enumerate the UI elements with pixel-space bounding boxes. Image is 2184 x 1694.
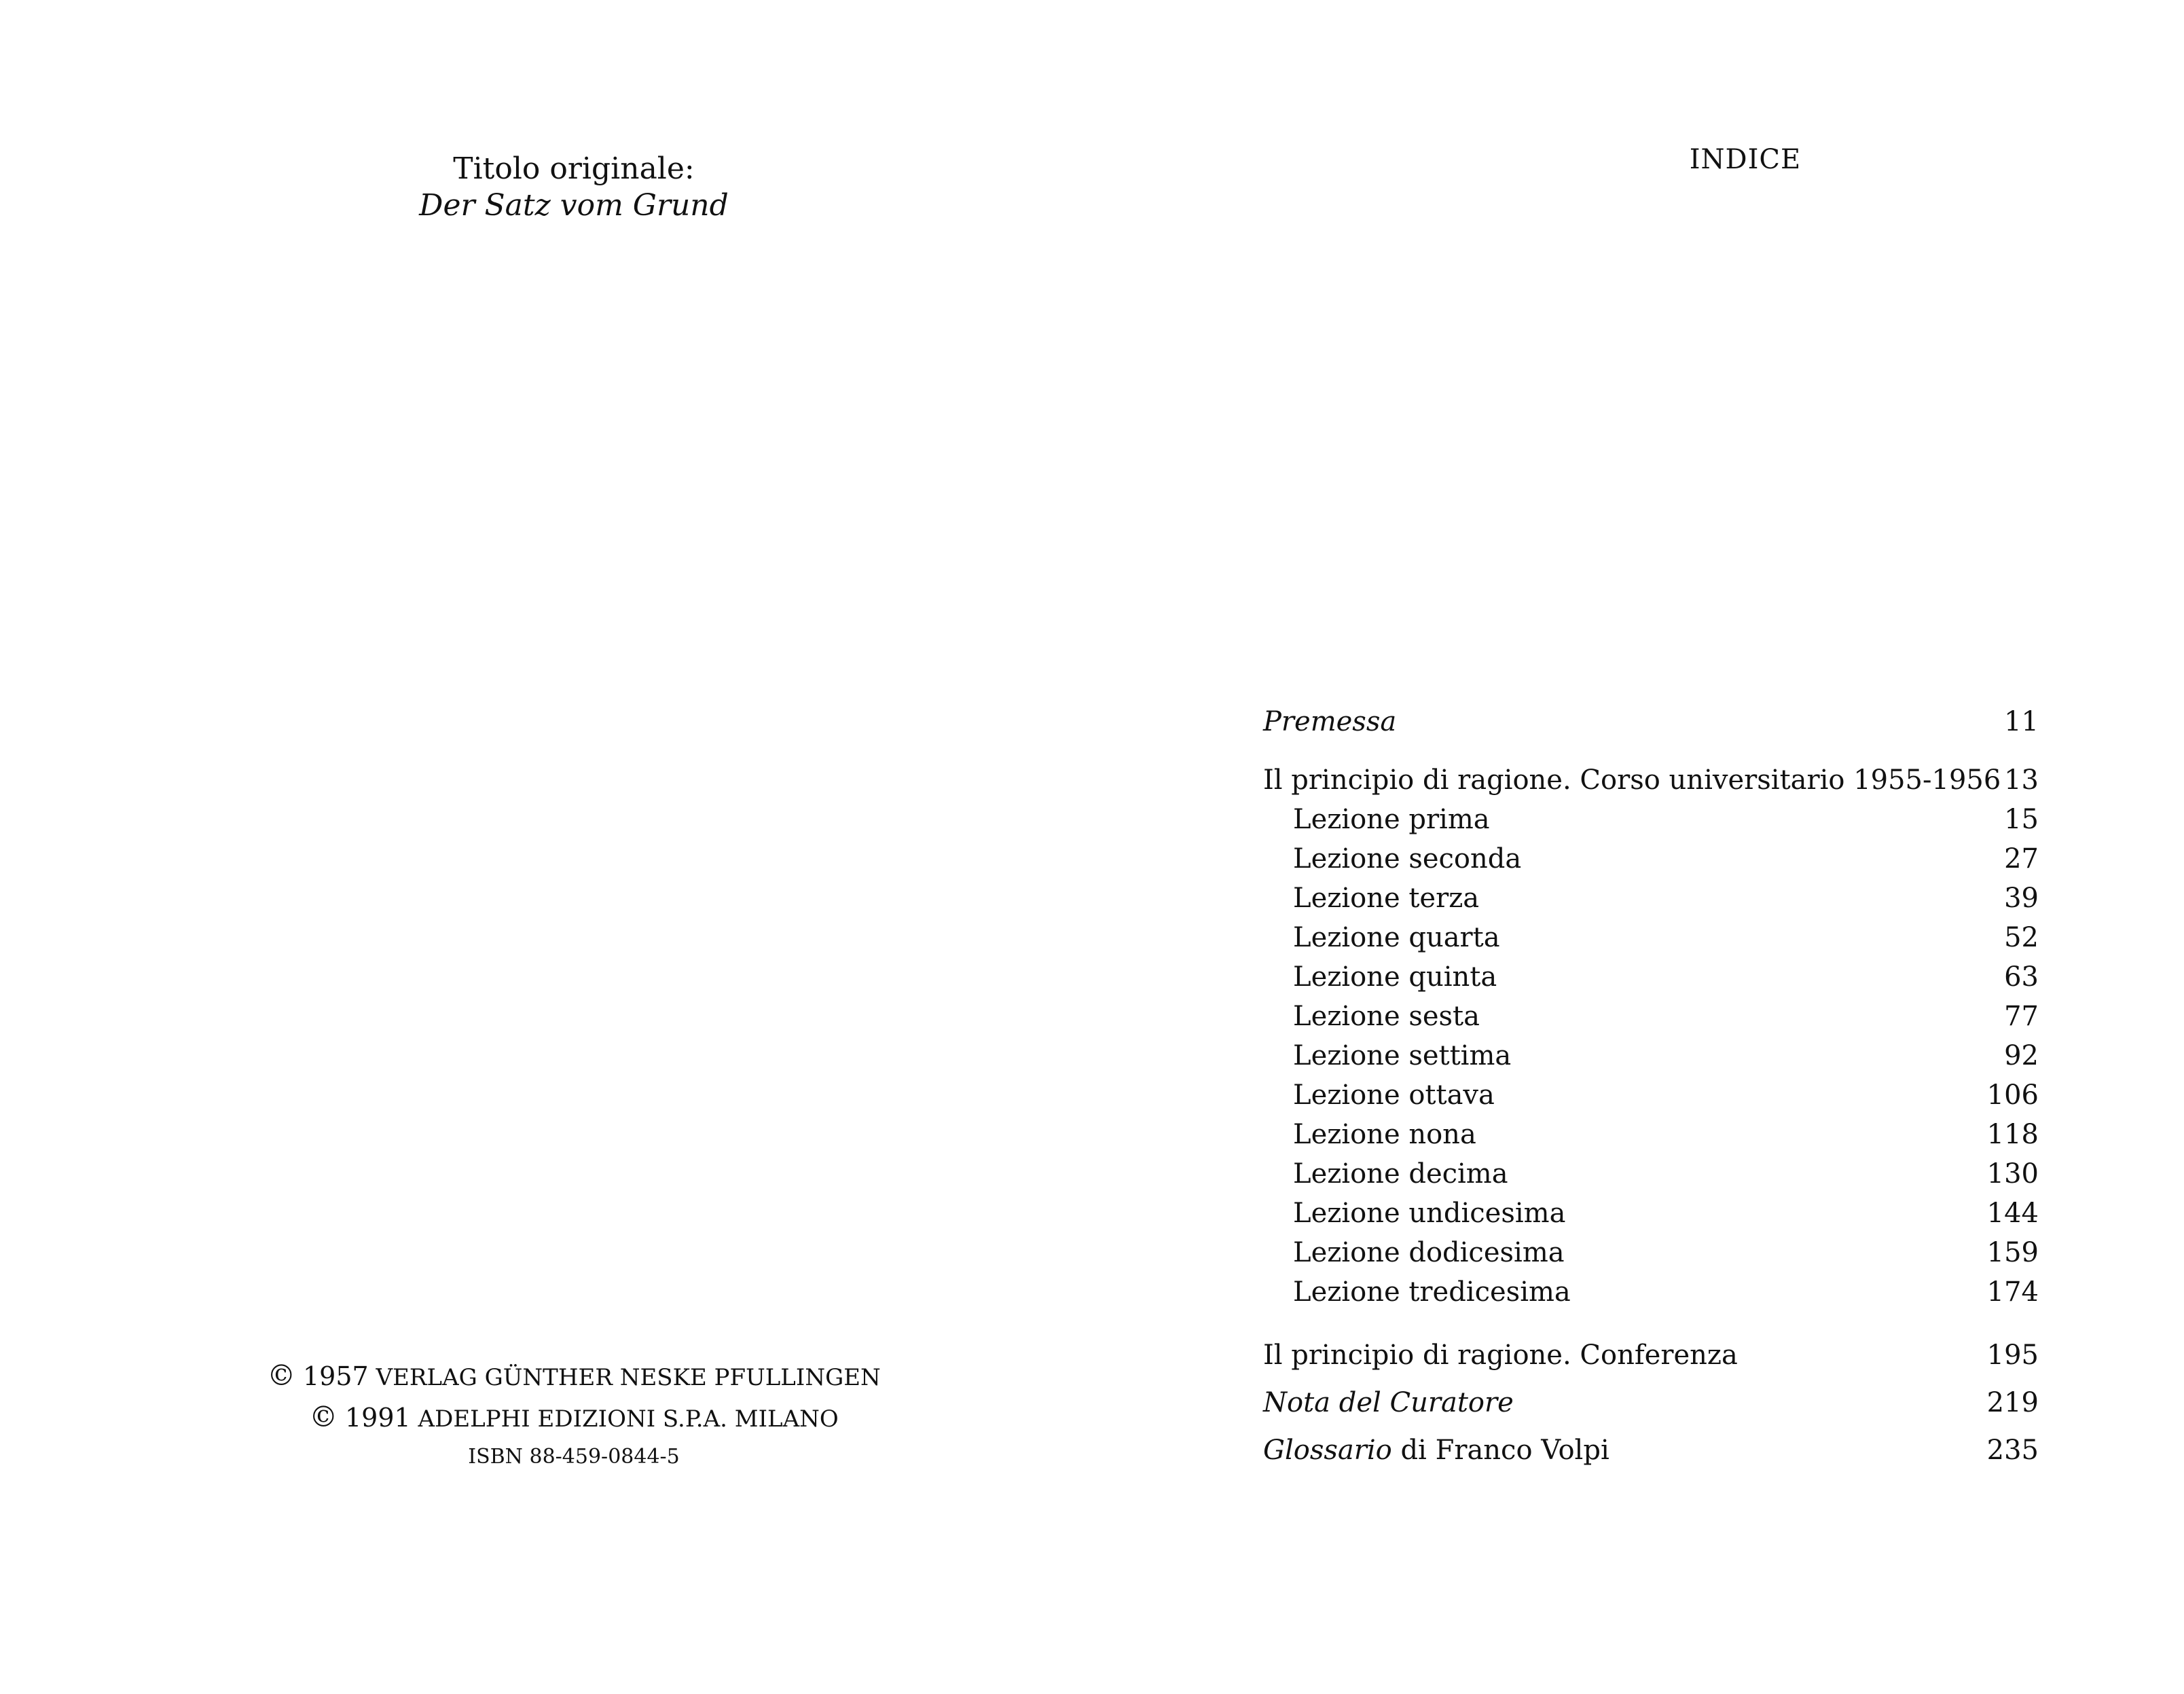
toc-entry-label: Lezione seconda [1293, 843, 1522, 874]
toc-entry-page: 144 [1986, 1198, 2039, 1229]
toc-entry-lezione [1263, 1076, 2039, 1114]
toc-entry-label [1263, 1431, 1609, 1469]
toc-entry-page: 235 [1986, 1435, 2039, 1466]
toc-entry-label: Premessa [1263, 706, 1397, 737]
toc-entry-page: 130 [1986, 1158, 2039, 1190]
toc-entry-lezione [1263, 919, 2039, 957]
toc-entry-premessa [1263, 703, 2039, 741]
toc-entry-label: Nota del Curatore [1263, 1387, 1514, 1418]
toc-entry-page: 195 [1986, 1340, 2039, 1371]
toc-entry-nota [1263, 1384, 2039, 1422]
copyright-holder: VERLAG GÜNTHER NESKE PFULLINGEN [376, 1364, 881, 1391]
toc-entry-page: 118 [1986, 1119, 2039, 1150]
copyright-symbol: © [309, 1400, 338, 1433]
copyright-holder: ADELPHI EDIZIONI S.P.A. MILANO [418, 1405, 839, 1433]
toc-entry-lezione [1263, 840, 2039, 878]
toc-entry-label: Lezione undicesima [1293, 1198, 1566, 1229]
toc-entry-label: Il principio di ragione. Corso universitario 1955-1956 [1263, 765, 2001, 796]
toc-entry-label: Lezione nona [1293, 1119, 1476, 1150]
isbn-number: 88-459-0844-5 [529, 1445, 680, 1469]
toc-entry-label: Lezione sesta [1293, 1001, 1480, 1032]
toc-entry-lezione [1263, 1194, 2039, 1232]
toc-entry-label: Lezione terza [1293, 883, 1480, 914]
toc-entry-label-suffix: di Franco Volpi [1400, 1435, 1609, 1466]
toc-entry-lezione [1263, 879, 2039, 917]
copyright-year: 1991 [345, 1403, 411, 1433]
toc-entry-page: 219 [1986, 1387, 2039, 1418]
original-title-label: Titolo originale: [453, 151, 695, 186]
toc-entry-label: Lezione quarta [1293, 922, 1500, 953]
toc-entry-lezione [1263, 997, 2039, 1035]
toc-entry-lezione [1263, 800, 2039, 839]
toc-entry-lezione [1263, 1116, 2039, 1154]
toc-entry-conferenza [1263, 1336, 2039, 1374]
toc-entry-page: 13 [2004, 765, 2039, 796]
toc-entry-page: 27 [2004, 843, 2039, 874]
toc-entry-label: Lezione tredicesima [1293, 1276, 1571, 1308]
toc-entry-label: Lezione dodicesima [1293, 1237, 1565, 1268]
toc-entry-label: Lezione prima [1293, 804, 1490, 835]
toc-entry-corso [1263, 761, 2039, 799]
toc-entry-page: 11 [2004, 706, 2039, 737]
toc-entry-glossario [1263, 1431, 2039, 1469]
toc-entry-lezione [1263, 1273, 2039, 1311]
toc-entry-lezione [1263, 958, 2039, 996]
copyright-symbol: © [267, 1359, 296, 1392]
toc-entry-page: 106 [1986, 1080, 2039, 1111]
original-title: Der Satz vom Grund [419, 188, 729, 223]
toc-entry-page: 92 [2004, 1040, 2039, 1071]
index-heading: INDICE [1689, 144, 1802, 175]
copyright-year: 1957 [303, 1361, 369, 1391]
toc-entry-page: 174 [1986, 1276, 2039, 1308]
toc-entry-page: 39 [2004, 883, 2039, 914]
toc-entry-label: Il principio di ragione. Conferenza [1263, 1340, 1738, 1371]
toc-entry-label: Lezione decima [1293, 1158, 1508, 1190]
toc-entry-label: Lezione ottava [1293, 1080, 1495, 1111]
isbn-line [0, 1443, 1148, 1471]
toc-entry-page: 52 [2004, 922, 2039, 953]
copyright-line-1 [0, 1361, 1148, 1393]
isbn-label: ISBN [468, 1445, 523, 1469]
toc-entry-lezione [1263, 1037, 2039, 1075]
toc-entry-label: Lezione settima [1293, 1040, 1512, 1071]
toc-entry-page: 15 [2004, 804, 2039, 835]
toc-entry-page: 63 [2004, 961, 2039, 993]
toc-entry-label-italic: Glossario [1263, 1435, 1392, 1466]
copyright-line-2 [0, 1402, 1148, 1434]
toc-entry-page: 77 [2004, 1001, 2039, 1032]
toc-entry-label: Lezione quinta [1293, 961, 1497, 993]
toc-entry-lezione [1263, 1155, 2039, 1193]
toc-entry-page: 159 [1986, 1237, 2039, 1268]
toc-entry-lezione [1263, 1234, 2039, 1272]
